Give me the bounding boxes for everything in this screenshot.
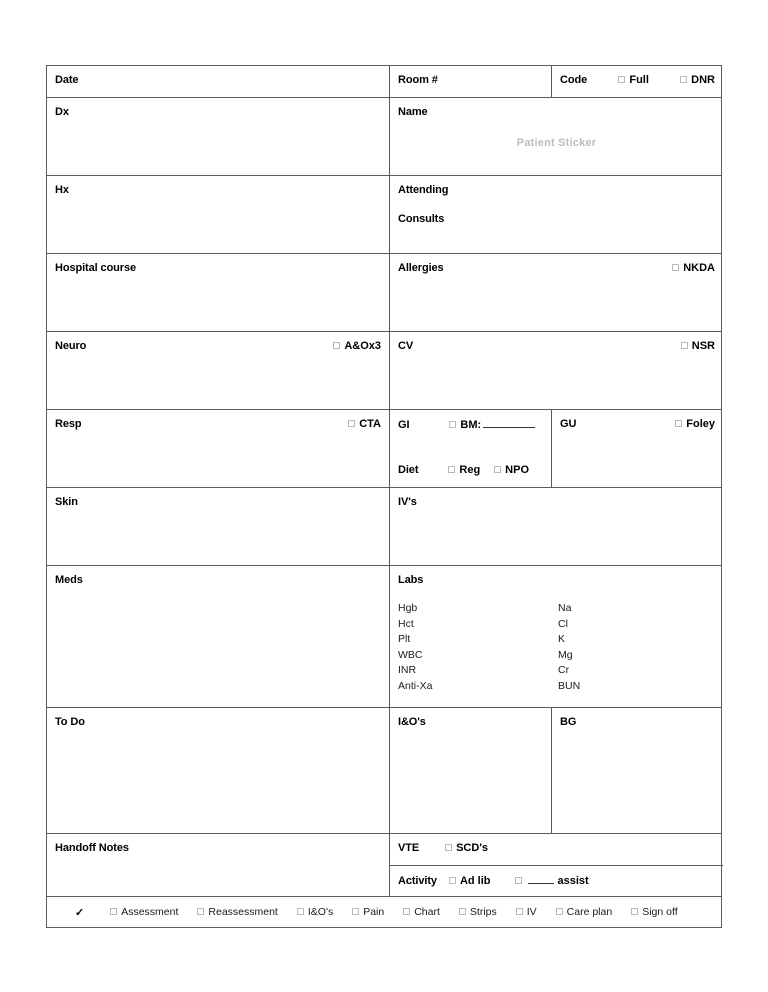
label-ivs: IV's bbox=[398, 496, 417, 508]
checkbox-nsr[interactable] bbox=[681, 340, 715, 352]
lab-item[interactable]: Mg bbox=[558, 648, 573, 661]
row-todo-io-bg bbox=[47, 708, 721, 834]
cell-skin[interactable] bbox=[47, 488, 389, 565]
lab-item[interactable]: Cl bbox=[558, 617, 568, 630]
cell-hospital-course[interactable] bbox=[47, 254, 389, 331]
checkbox-chart-label: Chart bbox=[414, 906, 440, 918]
checkbox-diet-reg[interactable] bbox=[448, 464, 480, 476]
label-allergies: Allergies bbox=[398, 262, 444, 274]
checkbox-cta[interactable] bbox=[348, 418, 381, 430]
label-labs: Labs bbox=[398, 574, 424, 586]
row-date bbox=[47, 66, 721, 98]
checkbox-cta-label: CTA bbox=[359, 418, 381, 430]
checkbox-strips[interactable] bbox=[459, 906, 497, 918]
checkbox-icon[interactable] bbox=[515, 877, 522, 884]
checkbox-icon[interactable] bbox=[352, 908, 359, 915]
label-activity: Activity bbox=[398, 875, 437, 887]
checkbox-icon[interactable] bbox=[297, 908, 304, 915]
checkbox-icon[interactable] bbox=[618, 76, 625, 83]
checkbox-icon[interactable] bbox=[672, 264, 679, 271]
cell-name[interactable] bbox=[389, 98, 723, 175]
row-neuro-cv bbox=[47, 332, 721, 410]
lab-item[interactable]: WBC bbox=[398, 648, 423, 661]
checkbox-code-full-label: Full bbox=[629, 74, 649, 86]
bm-write-in-line[interactable] bbox=[483, 418, 535, 428]
cell-date[interactable] bbox=[47, 66, 389, 97]
checkbox-diet-reg-label: Reg bbox=[459, 464, 481, 476]
checkbox-io-label: I&O's bbox=[307, 906, 334, 918]
checkbox-icon[interactable] bbox=[333, 342, 340, 349]
checkbox-ad-lib[interactable] bbox=[449, 875, 491, 887]
checkbox-diet-npo-label: NPO bbox=[505, 464, 530, 476]
checkbox-code-dnr[interactable] bbox=[680, 74, 715, 86]
checkbox-pain-label: Pain bbox=[363, 906, 385, 918]
cell-ivs[interactable] bbox=[389, 488, 723, 565]
checkbox-assist-label: assist bbox=[557, 875, 589, 887]
checkbox-foley[interactable] bbox=[675, 418, 715, 430]
checkbox-icon[interactable] bbox=[459, 908, 466, 915]
checkbox-icon[interactable] bbox=[348, 420, 355, 427]
checkbox-code-dnr-label: DNR bbox=[691, 74, 715, 86]
cell-handoff-notes[interactable] bbox=[47, 834, 389, 896]
label-date: Date bbox=[55, 74, 79, 86]
cell-dx[interactable] bbox=[47, 98, 389, 175]
cell-gu[interactable] bbox=[551, 410, 723, 487]
patient-sticker-placeholder: Patient Sticker bbox=[516, 137, 597, 149]
checkbox-iv[interactable] bbox=[516, 906, 537, 918]
label-room: Room # bbox=[398, 74, 438, 86]
checkbox-icon[interactable] bbox=[445, 844, 452, 851]
label-todo: To Do bbox=[55, 716, 85, 728]
checkbox-icon[interactable] bbox=[516, 908, 523, 915]
checkbox-icon[interactable] bbox=[680, 76, 687, 83]
checkbox-reassessment[interactable] bbox=[197, 906, 277, 918]
cell-gi[interactable] bbox=[389, 410, 551, 487]
label-skin: Skin bbox=[55, 496, 78, 508]
label-attending: Attending bbox=[398, 184, 449, 196]
lab-item[interactable]: BUN bbox=[558, 679, 581, 692]
checkbox-icon[interactable] bbox=[403, 908, 410, 915]
checkbox-nkda-label: NKDA bbox=[683, 262, 715, 274]
lab-item[interactable]: Hgb bbox=[398, 602, 418, 614]
cell-attending-consults[interactable] bbox=[389, 176, 723, 253]
lab-item[interactable]: INR bbox=[398, 664, 417, 676]
checkbox-reassessment-label: Reassessment bbox=[208, 906, 278, 918]
checkbox-diet-npo[interactable] bbox=[494, 464, 529, 476]
checkbox-icon[interactable] bbox=[556, 908, 563, 915]
lab-item[interactable]: Cr bbox=[558, 664, 570, 676]
checkbox-chart[interactable] bbox=[403, 906, 440, 918]
checkbox-assist[interactable] bbox=[515, 874, 589, 887]
lab-item[interactable]: Anti-Xa bbox=[398, 679, 433, 692]
cell-activity[interactable] bbox=[390, 865, 723, 896]
checkbox-bm-label: BM: bbox=[460, 419, 482, 431]
handoff-report-sheet bbox=[46, 65, 722, 928]
labs-grid bbox=[398, 601, 715, 694]
cell-hx[interactable] bbox=[47, 176, 389, 253]
checkbox-nsr-label: NSR bbox=[691, 340, 715, 352]
label-gu: GU bbox=[560, 418, 577, 430]
checkbox-pain[interactable] bbox=[352, 906, 384, 918]
checkbox-icon[interactable] bbox=[110, 908, 117, 915]
label-hospital-course: Hospital course bbox=[55, 262, 137, 274]
checkmark-icon: ✓ bbox=[75, 906, 85, 919]
assist-write-in-line[interactable] bbox=[528, 874, 554, 884]
checkbox-code-full[interactable] bbox=[618, 74, 649, 86]
checkbox-assessment-label: Assessment bbox=[121, 906, 179, 918]
checkbox-icon[interactable] bbox=[449, 877, 456, 884]
cell-neuro[interactable] bbox=[47, 332, 389, 409]
checkbox-aaox3-label: A&Ox3 bbox=[344, 340, 381, 352]
label-name: Name bbox=[398, 106, 428, 118]
label-consults: Consults bbox=[398, 213, 445, 225]
checkbox-strips-label: Strips bbox=[469, 906, 497, 918]
cell-vte[interactable] bbox=[390, 834, 723, 865]
label-resp: Resp bbox=[55, 418, 82, 430]
cell-bg[interactable] bbox=[551, 708, 723, 833]
checkbox-sign-off-label: Sign off bbox=[642, 906, 678, 918]
row-hx bbox=[47, 176, 721, 254]
label-cv: CV bbox=[398, 340, 414, 352]
cell-allergies[interactable] bbox=[389, 254, 723, 331]
checkbox-sign-off[interactable] bbox=[631, 906, 677, 918]
label-meds: Meds bbox=[55, 574, 83, 586]
label-dx: Dx bbox=[55, 106, 69, 118]
cell-meds[interactable] bbox=[47, 566, 389, 707]
checkbox-foley-label: Foley bbox=[686, 418, 715, 430]
checkbox-icon[interactable] bbox=[681, 342, 688, 349]
cell-io[interactable] bbox=[389, 708, 551, 833]
label-hx: Hx bbox=[55, 184, 69, 196]
row-skin-ivs bbox=[47, 488, 721, 566]
label-vte: VTE bbox=[398, 842, 420, 854]
checkbox-icon[interactable] bbox=[631, 908, 638, 915]
label-code: Code bbox=[560, 74, 588, 86]
checkbox-io[interactable] bbox=[297, 906, 333, 918]
label-diet: Diet bbox=[398, 464, 419, 476]
labs-column-1 bbox=[398, 601, 558, 694]
checkbox-scds[interactable] bbox=[445, 842, 488, 854]
cell-cv[interactable] bbox=[389, 332, 723, 409]
row-resp-gi-gu bbox=[47, 410, 721, 488]
label-bg: BG bbox=[560, 716, 577, 728]
checkbox-assessment[interactable] bbox=[110, 906, 178, 918]
row-handoff-vte-activity bbox=[47, 834, 721, 897]
checkbox-care-plan[interactable] bbox=[556, 906, 613, 918]
checkbox-bm[interactable] bbox=[449, 418, 535, 431]
lab-item[interactable]: K bbox=[558, 633, 566, 645]
checkbox-aaox3[interactable] bbox=[333, 340, 381, 352]
checkbox-icon[interactable] bbox=[448, 466, 455, 473]
row-dx bbox=[47, 98, 721, 176]
label-gi: GI bbox=[398, 419, 410, 431]
row-footer-checklist bbox=[47, 897, 721, 927]
label-handoff-notes: Handoff Notes bbox=[55, 842, 129, 854]
checkbox-icon[interactable] bbox=[675, 420, 682, 427]
lab-item[interactable]: Na bbox=[558, 602, 572, 614]
cell-labs[interactable] bbox=[389, 566, 723, 707]
label-io: I&O's bbox=[398, 716, 426, 728]
checkbox-icon[interactable] bbox=[494, 466, 501, 473]
checkbox-care-plan-label: Care plan bbox=[566, 906, 613, 918]
labs-column-2 bbox=[558, 601, 718, 694]
cell-vte-activity bbox=[389, 834, 723, 896]
cell-todo[interactable] bbox=[47, 708, 389, 833]
label-neuro: Neuro bbox=[55, 340, 87, 352]
lab-item[interactable]: Plt bbox=[398, 633, 411, 645]
checkbox-ad-lib-label: Ad lib bbox=[459, 875, 491, 887]
checkbox-iv-label: IV bbox=[526, 906, 537, 918]
footer-checklist bbox=[47, 897, 688, 927]
checkbox-icon[interactable] bbox=[449, 421, 456, 428]
row-meds-labs bbox=[47, 566, 721, 708]
row-hospital-course bbox=[47, 254, 721, 332]
checkbox-scds-label: SCD's bbox=[456, 842, 489, 854]
cell-code[interactable] bbox=[551, 66, 723, 97]
lab-item[interactable]: Hct bbox=[398, 617, 414, 630]
checkbox-nkda[interactable] bbox=[672, 262, 715, 274]
cell-resp[interactable] bbox=[47, 410, 389, 487]
cell-room[interactable] bbox=[389, 66, 551, 97]
checkbox-icon[interactable] bbox=[197, 908, 204, 915]
